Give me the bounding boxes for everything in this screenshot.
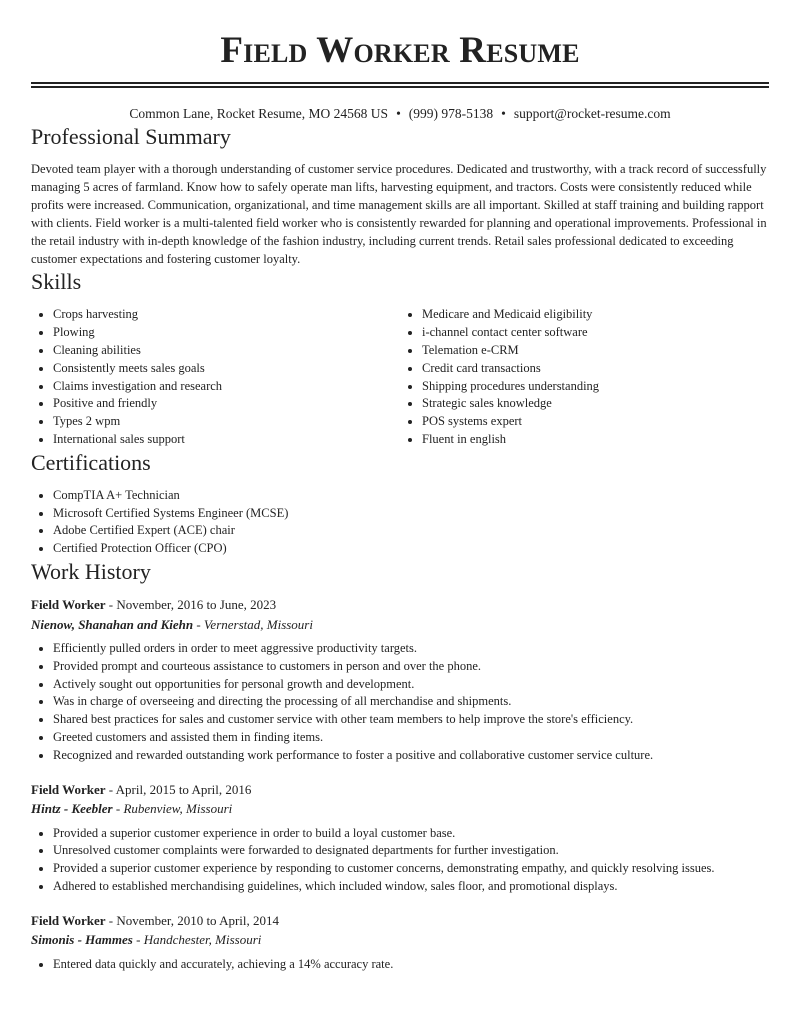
header-divider-top [31,82,769,84]
skill-item: • Positive and friendly [53,395,400,413]
skill-item: • Fluent in english [422,431,769,449]
job-company-line [31,930,769,950]
skill-item: • Credit card transactions [422,360,769,378]
summary-heading: Professional Summary [31,124,231,149]
skills-list-right [400,306,769,448]
contact-line [31,105,769,123]
contact-phone: (999) 978-5138 [408,106,494,121]
job-dates: - November, 2016 to June, 2023 [105,597,277,612]
job-duty: • Entered data quickly and accurately, achieving a 14% accuracy rate. [53,956,769,974]
skill-item: • Strategic sales knowledge [422,395,769,413]
certifications-list [31,487,769,558]
job-company-line [31,615,769,635]
certification-item: • Adobe Certified Expert (ACE) chair [53,522,769,540]
summary-text: Devoted team player with a thorough understanding of customer service procedures. Dedicated and trustworthy, with a track record of successfully managing 5 acres of farmland. Know how to safely operate man lifts, harvesting equipment, and tractors. Costs were consistently reduced while profits were increased. Communication, organizational, and time management skills are all important. Skilled at staff training and building rapport with clients. Field worker is a multi-talented field worker who is consistently rewarded for planning and operational improvements. Professional in the retail industry with in-depth knowledge of the fashion industry, including current trends. Retail sales professional dedicated to exceeding customer expectations and fostering customer loyalty. [31,162,767,266]
contact-email: support@rocket-resume.com [513,106,671,121]
job-location: - Handchester, Missouri [132,932,262,948]
job-dates: - April, 2015 to April, 2016 [105,781,252,797]
certification-item: • Certified Protection Officer (CPO) [53,540,769,558]
certification-item: • CompTIA A+ Technician [53,487,769,505]
job-duty: • Greeted customers and assisted them in finding items. [53,729,769,747]
certification-item: • Microsoft Certified Systems Engineer (MCSE) [53,505,769,523]
job-title-line [31,595,769,615]
skills-column-left [31,306,400,448]
skill-item: • i-channel contact center software [422,324,769,342]
job-duty: • Provided prompt and courteous assistance to customers in person and over the phone. [53,658,769,676]
skills-column-right [400,306,769,448]
job-title: Field Worker [31,597,106,612]
job-duty: • Actively sought out opportunities for personal growth and development. [53,676,769,694]
skill-item: • Types 2 wpm [53,413,400,431]
job-duty: • Shared best practices for sales and customer service with other team members to help improve the store's efficiency. [53,711,769,729]
job-title-line [31,911,769,931]
job-company: Nienow, Shanahan and Kiehn [31,616,194,632]
job-duty: • Unresolved customer complaints were forwarded to designated departments for further investigation. [53,842,769,860]
job-duty: • Provided a superior customer experience by responding to customer concerns, demonstrating empathy, and quickly resolving issues. [53,860,769,878]
resume-title: Field Worker Resume [220,30,580,71]
job-duties-list [31,956,769,974]
job-entry [31,911,769,974]
skill-item: • POS systems expert [422,413,769,431]
skills-heading: Skills [31,269,82,295]
contact-separator: • [501,106,506,121]
skill-item: • International sales support [53,431,400,449]
job-duty: • Adhered to established merchandising guidelines, which included window, sales floor, and promotional displays. [53,878,769,896]
certifications-heading: Certifications [31,449,151,475]
skills-list-left [31,306,400,448]
job-company-line [31,799,769,819]
skill-item: • Shipping procedures understanding [422,378,769,396]
contact-separator: • [396,106,401,121]
work-history-heading: Work History [31,559,151,584]
contact-address: Common Lane, Rocket Resume, MO 24568 US [129,106,389,121]
job-location: - Vernerstad, Missouri [193,616,313,632]
job-duty: • Provided a superior customer experience in order to build a loyal customer base. [53,825,769,843]
job-duty: • Efficiently pulled orders in order to meet aggressive productivity targets. [53,640,769,658]
job-duty: • Was in charge of overseeing and directing the processing of all merchandise and shipments. [53,693,769,711]
job-duties-list [31,825,769,896]
job-location: - Rubenview, Missouri [112,801,233,817]
job-title-line [31,780,769,800]
job-entry [31,780,769,896]
skills-grid [31,306,769,448]
skill-item: • Crops harvesting [53,306,400,324]
job-title: Field Worker [31,781,106,797]
skill-item: • Consistently meets sales goals [53,360,400,378]
skill-item: • Plowing [53,324,400,342]
skill-item: • Medicare and Medicaid eligibility [422,306,769,324]
skill-item: • Cleaning abilities [53,342,400,360]
job-title: Field Worker [31,912,106,928]
job-duties-list [31,640,769,765]
job-dates: - November, 2010 to April, 2014 [105,912,280,928]
header-divider-bottom [31,86,769,88]
job-company: Hintz - Keebler [31,801,113,817]
job-duty: • Recognized and rewarded outstanding work performance to foster a positive and collaborative customer service culture. [53,747,769,765]
skill-item: • Claims investigation and research [53,378,400,396]
job-company: Simonis - Hammes [31,932,133,948]
job-entry [31,595,769,765]
skill-item: • Telemation e-CRM [422,342,769,360]
